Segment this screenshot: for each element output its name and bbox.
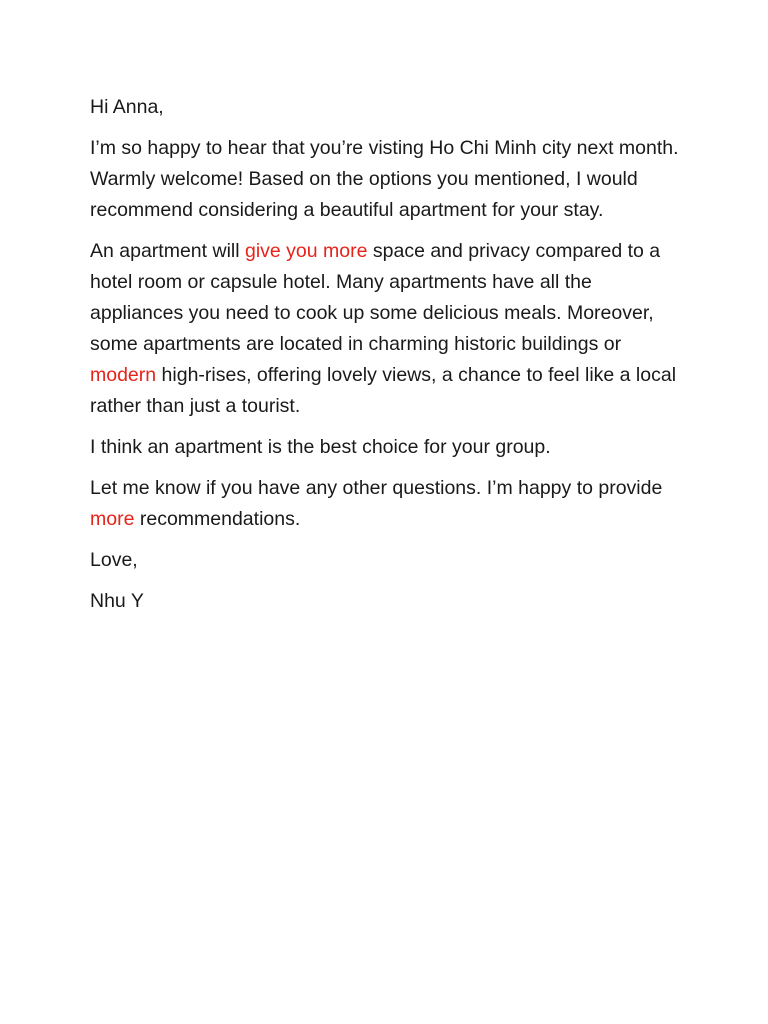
paragraph-apartment-benefits [90, 236, 690, 422]
paragraph-text: high-rises, offering lovely views, a chance to feel like a local rather than just a tourist. [90, 364, 677, 417]
paragraph-text: recommendations. [134, 508, 301, 530]
greeting: Hi Anna, [90, 96, 164, 118]
signature: Nhu Y [90, 590, 144, 612]
paragraph-text: space and privacy compared to a hotel room or capsule hotel. Many apartments have all the appliances you need to cook up some delicious meals. Moreover, some apartments are located in charming historic buildings or [90, 240, 661, 355]
closing: Love, [90, 549, 138, 571]
highlighted-word: more [90, 508, 135, 530]
highlighted-word: modern [90, 364, 157, 386]
paragraph-offer-help [90, 473, 690, 535]
letter-body [90, 92, 690, 627]
paragraph-text: Let me know if you have any other questions. I’m happy to provide [90, 477, 663, 499]
paragraph-intro: I’m so happy to hear that you’re visting Ho Chi Minh city next month. Warmly welcome! Based on the options you mentioned, I would recommend considering a beautiful apartment for your stay. [90, 137, 679, 221]
paragraph-text: An apartment will [90, 240, 245, 262]
highlighted-phrase: give you more [244, 240, 368, 262]
paragraph-recommendation: I think an apartment is the best choice for your group. [90, 436, 551, 458]
